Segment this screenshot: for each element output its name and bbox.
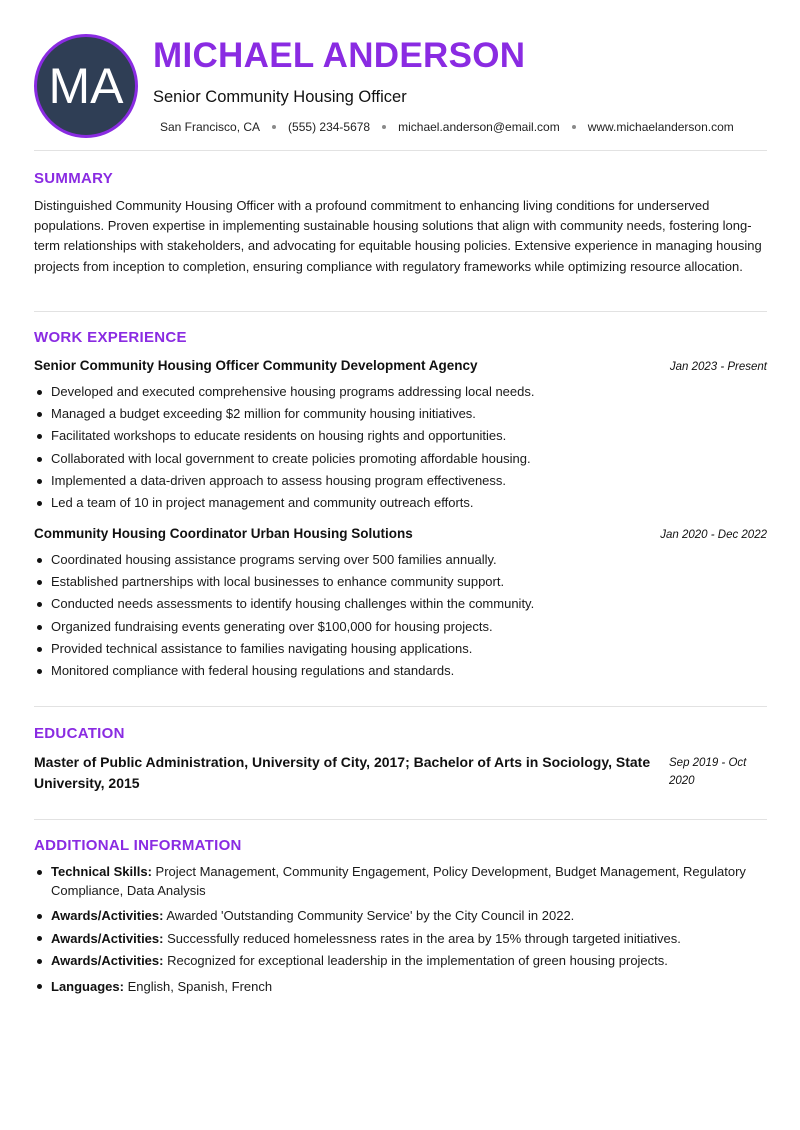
info-text: Recognized for exceptional leadership in the implementation of green housing projects. bbox=[163, 953, 668, 968]
contact-line bbox=[160, 120, 734, 134]
info-label: Awards/Activities: bbox=[51, 930, 164, 946]
contact-location: San Francisco, CA bbox=[160, 120, 261, 134]
contact-website[interactable]: www.michaelanderson.com bbox=[587, 120, 734, 134]
job-date: Jan 2023 - Present bbox=[669, 361, 767, 373]
education-date: Sep 2019 - Oct 2020 bbox=[669, 757, 747, 787]
divider bbox=[34, 311, 767, 312]
education-degree: Master of Public Administration, University of City, 2017; Bachelor of Arts in Sociology, State University, 2015 bbox=[34, 754, 651, 791]
job-date: Jan 2020 - Dec 2022 bbox=[660, 529, 767, 541]
job-bullets bbox=[34, 549, 767, 682]
info-label: Awards/Activities: bbox=[51, 908, 164, 923]
list-item bbox=[34, 862, 767, 900]
additional-heading: ADDITIONAL INFORMATION bbox=[34, 837, 242, 854]
job-header bbox=[34, 526, 767, 541]
summary-text: Distinguished Community Housing Officer with a profound commitment to enhancing living conditions for underserved populations. Proven expertise in implementing sustainable housing solutions that align with community needs, fostering long-term relationships with stakeholders, and advocating for equitable housing policies. Extensive experience in managing housing projects from inception to completion, ensuring compliance with regulatory frameworks while optimizing resource allocation. bbox=[34, 198, 762, 274]
info-label: Awards/Activities: bbox=[51, 953, 164, 968]
bullet-separator bbox=[572, 125, 576, 129]
list-item bbox=[34, 977, 767, 996]
info-text: Successfully reduced homelessness rates in the area by 15% through targeted initiatives. bbox=[163, 930, 681, 946]
info-label: Technical Skills: bbox=[51, 864, 152, 879]
job-role: Community Housing Coordinator Urban Housing Solutions bbox=[34, 526, 413, 541]
list-item: Organized fundraising events generating over $100,000 for housing projects. bbox=[34, 616, 767, 638]
divider bbox=[34, 706, 767, 707]
education-entry bbox=[34, 752, 767, 794]
job-role: Senior Community Housing Officer Community Development Agency bbox=[34, 358, 478, 373]
summary-heading: SUMMARY bbox=[34, 170, 114, 187]
divider bbox=[34, 819, 767, 820]
info-label: Languages: bbox=[51, 978, 124, 994]
list-item: Collaborated with local government to create policies promoting affordable housing. bbox=[34, 448, 767, 470]
info-text: Project Management, Community Engagement, Policy Development, Budget Management, Regulatory Compliance, Data Analysis bbox=[51, 864, 746, 898]
list-item: Monitored compliance with federal housing regulations and standards. bbox=[34, 660, 767, 682]
list-item: Managed a budget exceeding $2 million for community housing initiatives. bbox=[34, 403, 767, 425]
bullet-separator bbox=[272, 125, 276, 129]
list-item: Led a team of 10 in project management and community outreach efforts. bbox=[34, 492, 767, 514]
list-item: Implemented a data-driven approach to assess housing program effectiveness. bbox=[34, 470, 767, 492]
contact-email[interactable]: michael.anderson@email.com bbox=[398, 120, 560, 134]
list-item bbox=[34, 951, 767, 970]
bullet-separator bbox=[382, 125, 386, 129]
divider bbox=[34, 150, 767, 151]
job-header bbox=[34, 358, 767, 373]
info-text: English, Spanish, French bbox=[123, 978, 273, 994]
list-item: Conducted needs assessments to identify housing challenges within the community. bbox=[34, 593, 767, 615]
candidate-title: Senior Community Housing Officer bbox=[153, 88, 407, 106]
avatar-initials: MA bbox=[48, 58, 124, 114]
education-heading: EDUCATION bbox=[34, 725, 125, 742]
list-item: Coordinated housing assistance programs serving over 500 families annually. bbox=[34, 549, 767, 571]
contact-phone: (555) 234-5678 bbox=[288, 120, 371, 134]
info-text: Awarded 'Outstanding Community Service' by the City Council in 2022. bbox=[163, 908, 575, 923]
list-item: Developed and executed comprehensive housing programs addressing local needs. bbox=[34, 381, 767, 403]
list-item bbox=[34, 906, 767, 925]
experience-heading: WORK EXPERIENCE bbox=[34, 329, 187, 346]
list-item: Established partnerships with local businesses to enhance community support. bbox=[34, 571, 767, 593]
job-bullets bbox=[34, 381, 767, 514]
candidate-name: MICHAEL ANDERSON bbox=[153, 36, 526, 75]
list-item bbox=[34, 929, 767, 948]
additional-list bbox=[34, 862, 767, 996]
list-item: Facilitated workshops to educate residents on housing rights and opportunities. bbox=[34, 425, 767, 447]
list-item: Provided technical assistance to families navigating housing applications. bbox=[34, 638, 767, 660]
avatar bbox=[34, 34, 138, 138]
